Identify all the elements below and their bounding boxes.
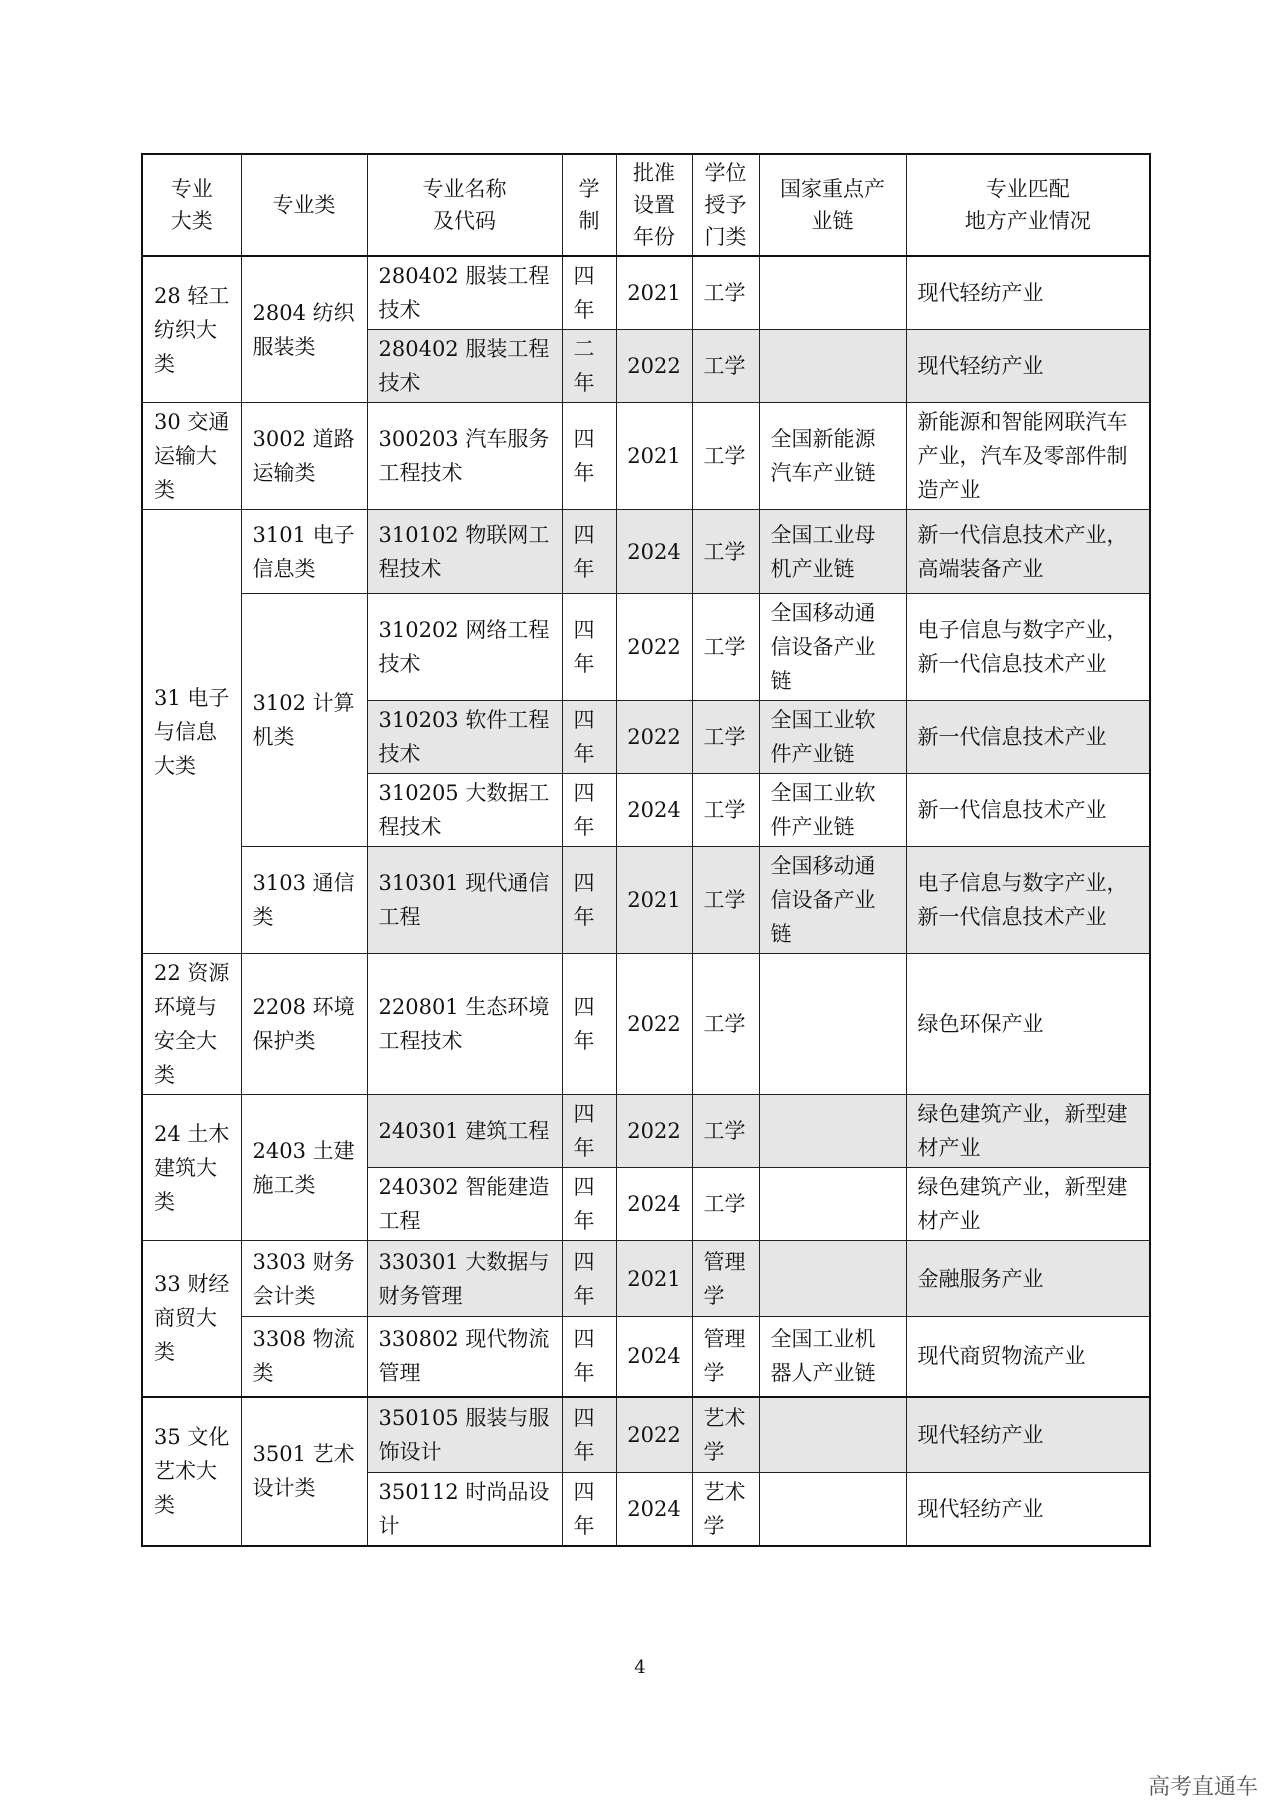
category-cell: 22 资源环境与安全大类 xyxy=(142,954,241,1095)
local-industry-cell: 现代轻纺产业 xyxy=(906,330,1150,403)
header-year-line: 年份 xyxy=(633,225,675,249)
header-row xyxy=(142,154,1150,256)
table-row xyxy=(142,1241,1150,1317)
class-cell: 3102 计算机类 xyxy=(241,594,367,847)
duration-cell: 四年 xyxy=(562,510,616,594)
class-cell: 3303 财务会计类 xyxy=(241,1241,367,1317)
year-cell: 2024 xyxy=(616,1473,692,1547)
table-row xyxy=(142,594,1150,701)
degree-cell: 管理学 xyxy=(692,1241,759,1317)
table-body xyxy=(142,256,1150,1546)
category-cell: 31 电子与信息大类 xyxy=(142,510,241,954)
page-number: 4 xyxy=(634,1657,646,1678)
local-industry-cell: 电子信息与数字产业，新一代信息技术产业 xyxy=(906,594,1150,701)
duration-cell: 四年 xyxy=(562,1095,616,1168)
chain-cell: 全国工业软件产业链 xyxy=(759,774,906,847)
category-cell: 30 交通运输大类 xyxy=(142,403,241,510)
year-cell: 2022 xyxy=(616,1095,692,1168)
year-cell: 2021 xyxy=(616,1241,692,1317)
year-cell: 2022 xyxy=(616,594,692,701)
chain-cell xyxy=(759,1168,906,1241)
header-class xyxy=(241,154,367,256)
category-cell: 35 文化艺术大类 xyxy=(142,1397,241,1547)
header-duration-line: 制 xyxy=(578,209,600,233)
chain-cell xyxy=(759,256,906,330)
year-cell: 2024 xyxy=(616,1168,692,1241)
table-row xyxy=(142,256,1150,330)
year-cell: 2022 xyxy=(616,701,692,774)
local-industry-cell: 新一代信息技术产业，高端装备产业 xyxy=(906,510,1150,594)
class-cell: 2804 纺织服装类 xyxy=(241,256,367,403)
table-row xyxy=(142,1317,1150,1397)
header-category xyxy=(142,154,241,256)
table-row xyxy=(142,403,1150,510)
header-chain xyxy=(759,154,906,256)
header-major-line: 及代码 xyxy=(433,209,496,233)
duration-cell: 四年 xyxy=(562,701,616,774)
local-industry-cell: 现代轻纺产业 xyxy=(906,256,1150,330)
class-cell: 2403 土建施工类 xyxy=(241,1095,367,1241)
degree-cell: 工学 xyxy=(692,403,759,510)
major-cell: 310202 网络工程技术 xyxy=(367,594,562,701)
table-row xyxy=(142,847,1150,954)
class-cell: 3103 通信类 xyxy=(241,847,367,954)
duration-cell: 四年 xyxy=(562,403,616,510)
local-industry-cell: 新一代信息技术产业 xyxy=(906,774,1150,847)
header-year-line: 设置 xyxy=(633,193,675,217)
class-cell: 3101 电子信息类 xyxy=(241,510,367,594)
header-degree-line: 授予 xyxy=(704,193,747,217)
year-cell: 2021 xyxy=(616,847,692,954)
year-cell: 2022 xyxy=(616,1397,692,1473)
header-degree-line: 门类 xyxy=(704,225,747,249)
class-cell: 3002 道路运输类 xyxy=(241,403,367,510)
major-cell: 240301 建筑工程 xyxy=(367,1095,562,1168)
duration-cell: 四年 xyxy=(562,1317,616,1397)
chain-cell xyxy=(759,1095,906,1168)
major-cell: 310102 物联网工程技术 xyxy=(367,510,562,594)
header-local-line: 专业匹配 xyxy=(985,177,1070,201)
major-cell: 280402 服装工程技术 xyxy=(367,330,562,403)
header-chain-line: 业链 xyxy=(811,209,854,233)
category-cell: 28 轻工纺织大类 xyxy=(142,256,241,403)
chain-cell xyxy=(759,954,906,1095)
local-industry-cell: 绿色建筑产业，新型建材产业 xyxy=(906,1168,1150,1241)
majors-table xyxy=(141,153,1151,1547)
chain-cell: 全国工业机器人产业链 xyxy=(759,1317,906,1397)
local-industry-cell: 现代轻纺产业 xyxy=(906,1397,1150,1473)
degree-cell: 工学 xyxy=(692,847,759,954)
table-row xyxy=(142,1397,1150,1473)
duration-cell: 四年 xyxy=(562,594,616,701)
local-industry-cell: 现代商贸物流产业 xyxy=(906,1317,1150,1397)
class-cell: 3308 物流类 xyxy=(241,1317,367,1397)
local-industry-cell: 绿色环保产业 xyxy=(906,954,1150,1095)
major-cell: 350105 服装与服饰设计 xyxy=(367,1397,562,1473)
header-degree-line: 学位 xyxy=(704,161,747,185)
degree-cell: 艺术学 xyxy=(692,1473,759,1547)
header-local-line: 地方产业情况 xyxy=(964,209,1091,233)
major-cell: 240302 智能建造工程 xyxy=(367,1168,562,1241)
duration-cell: 四年 xyxy=(562,256,616,330)
duration-cell: 四年 xyxy=(562,774,616,847)
table-row xyxy=(142,954,1150,1095)
year-cell: 2021 xyxy=(616,403,692,510)
major-cell: 310203 软件工程技术 xyxy=(367,701,562,774)
degree-cell: 工学 xyxy=(692,1095,759,1168)
year-cell: 2024 xyxy=(616,510,692,594)
degree-cell: 工学 xyxy=(692,1168,759,1241)
local-industry-cell: 绿色建筑产业，新型建材产业 xyxy=(906,1095,1150,1168)
duration-cell: 四年 xyxy=(562,1168,616,1241)
year-cell: 2024 xyxy=(616,1317,692,1397)
header-major xyxy=(367,154,562,256)
degree-cell: 工学 xyxy=(692,330,759,403)
category-cell: 33 财经商贸大类 xyxy=(142,1241,241,1397)
duration-cell: 四年 xyxy=(562,1473,616,1547)
header-year-line: 批准 xyxy=(633,161,675,185)
major-cell: 220801 生态环境工程技术 xyxy=(367,954,562,1095)
chain-cell: 全国移动通信设备产业链 xyxy=(759,847,906,954)
table-row xyxy=(142,1095,1150,1168)
chain-cell xyxy=(759,1473,906,1547)
degree-cell: 工学 xyxy=(692,256,759,330)
header-class-line: 专业类 xyxy=(272,193,336,217)
duration-cell: 四年 xyxy=(562,954,616,1095)
year-cell: 2022 xyxy=(616,330,692,403)
major-cell: 280402 服装工程技术 xyxy=(367,256,562,330)
header-category-line: 大类 xyxy=(170,209,213,233)
category-cell: 24 土木建筑大类 xyxy=(142,1095,241,1241)
chain-cell xyxy=(759,1241,906,1317)
major-cell: 330301 大数据与财务管理 xyxy=(367,1241,562,1317)
chain-cell xyxy=(759,330,906,403)
header-duration-line: 学 xyxy=(578,177,600,201)
major-cell: 330802 现代物流管理 xyxy=(367,1317,562,1397)
class-cell: 3501 艺术设计类 xyxy=(241,1397,367,1547)
header-chain-line: 国家重点产 xyxy=(780,177,885,201)
table-header xyxy=(142,154,1150,256)
chain-cell xyxy=(759,1397,906,1473)
degree-cell: 工学 xyxy=(692,954,759,1095)
degree-cell: 艺术学 xyxy=(692,1397,759,1473)
degree-cell: 工学 xyxy=(692,594,759,701)
major-cell: 350112 时尚品设计 xyxy=(367,1473,562,1547)
chain-cell: 全国新能源汽车产业链 xyxy=(759,403,906,510)
degree-cell: 工学 xyxy=(692,774,759,847)
chain-cell: 全国工业软件产业链 xyxy=(759,701,906,774)
local-industry-cell: 新一代信息技术产业 xyxy=(906,701,1150,774)
major-cell: 300203 汽车服务工程技术 xyxy=(367,403,562,510)
duration-cell: 四年 xyxy=(562,1397,616,1473)
header-category-line: 专业 xyxy=(170,177,213,201)
header-major-line: 专业名称 xyxy=(422,177,507,201)
class-cell: 2208 环境保护类 xyxy=(241,954,367,1095)
header-year xyxy=(616,154,692,256)
major-cell: 310301 现代通信工程 xyxy=(367,847,562,954)
local-industry-cell: 现代轻纺产业 xyxy=(906,1473,1150,1547)
header-local xyxy=(906,154,1150,256)
table-row xyxy=(142,510,1150,594)
year-cell: 2024 xyxy=(616,774,692,847)
watermark-text: 高考直通车 xyxy=(1147,1775,1258,1800)
degree-cell: 工学 xyxy=(692,701,759,774)
local-industry-cell: 新能源和智能网联汽车产业，汽车及零部件制造产业 xyxy=(906,403,1150,510)
chain-cell: 全国工业母机产业链 xyxy=(759,510,906,594)
year-cell: 2021 xyxy=(616,256,692,330)
year-cell: 2022 xyxy=(616,954,692,1095)
local-industry-cell: 电子信息与数字产业，新一代信息技术产业 xyxy=(906,847,1150,954)
local-industry-cell: 金融服务产业 xyxy=(906,1241,1150,1317)
header-degree xyxy=(692,154,759,256)
major-cell: 310205 大数据工程技术 xyxy=(367,774,562,847)
duration-cell: 四年 xyxy=(562,847,616,954)
chain-cell: 全国移动通信设备产业链 xyxy=(759,594,906,701)
duration-cell: 四年 xyxy=(562,1241,616,1317)
degree-cell: 工学 xyxy=(692,510,759,594)
duration-cell: 二年 xyxy=(562,330,616,403)
header-duration xyxy=(562,154,616,256)
degree-cell: 管理学 xyxy=(692,1317,759,1397)
